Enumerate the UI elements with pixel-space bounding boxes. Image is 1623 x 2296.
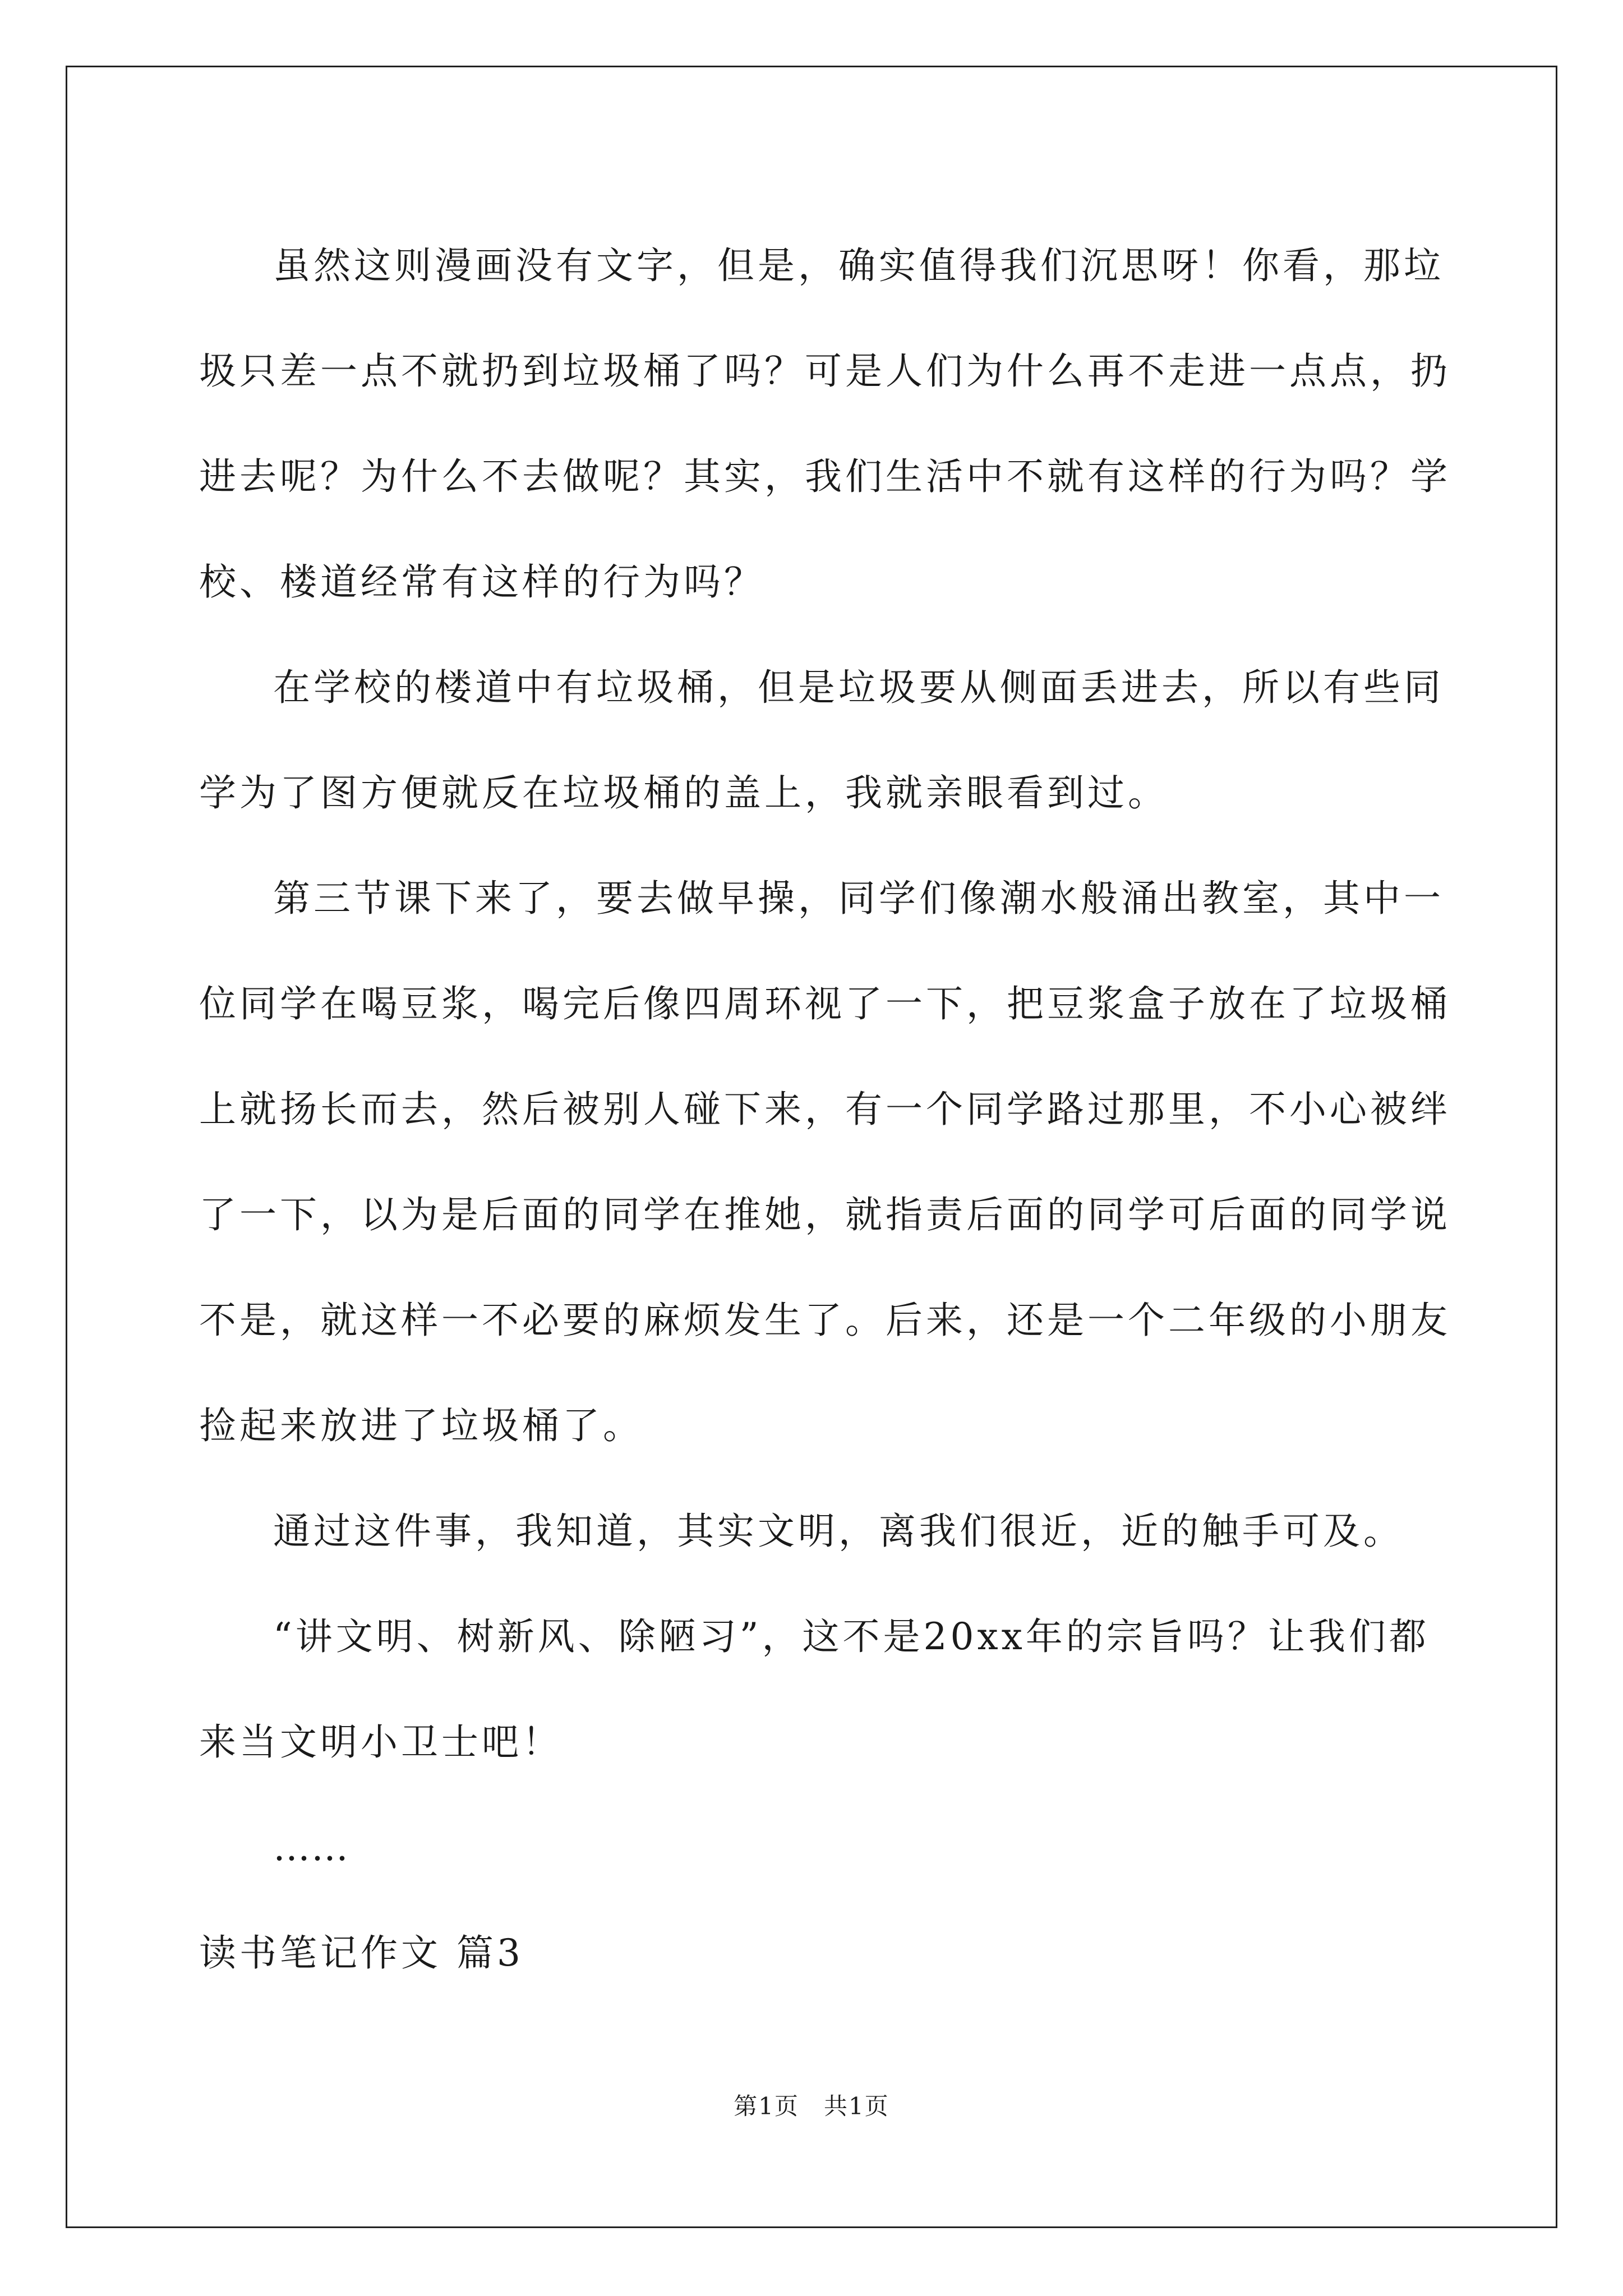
document-body (199, 213, 1455, 2006)
page-footer: 第1页 共1页 (734, 2092, 889, 2120)
paragraph-comic-reflection: 虽然这则漫画没有文字，但是，确实值得我们沉思呀！你看，那垃圾只差一点不就扔到垃圾桶了吗？可是人们为什么再不走进一点点，扔进去呢？为什么不去做呢？其实，我们生活中不就有这样的行为吗？学校、楼道经常有这样的行为吗？ (199, 244, 1451, 604)
paragraph-ellipsis: …… (273, 1826, 349, 1869)
paragraph-school-corridor: 在学校的楼道中有垃圾桶，但是垃圾要从侧面丢进去，所以有些同学为了图方便就反在垃圾桶的盖上，我就亲眼看到过。 (199, 666, 1444, 815)
paragraph-slogan: “讲文明、树新风、除陋习”，这不是20xx年的宗旨吗？让我们都来当文明小卫士吧！ (199, 1615, 1430, 1764)
section-heading: 读书笔记作文 篇3 (199, 1931, 524, 1975)
paragraph-soymilk-incident: 第三节课下来了，要去做早操，同学们像潮水般涌出教室，其中一位同学在喝豆浆，喝完后像四周环视了一下，把豆浆盒子放在了垃圾桶上就扬长而去，然后被别人碰下来，有一个同学路过那里，不小心被绊了一下，以为是后面的同学在推她，就指责后面的同学可后面的同学说不是，就这样一不必要的麻烦发生了。后来，还是一个二年级的小朋友捡起来放进了垃圾桶了。 (199, 877, 1451, 1447)
paragraph-civility-near: 通过这件事，我知道，其实文明，离我们很近，近的触手可及。 (273, 1510, 1404, 1553)
